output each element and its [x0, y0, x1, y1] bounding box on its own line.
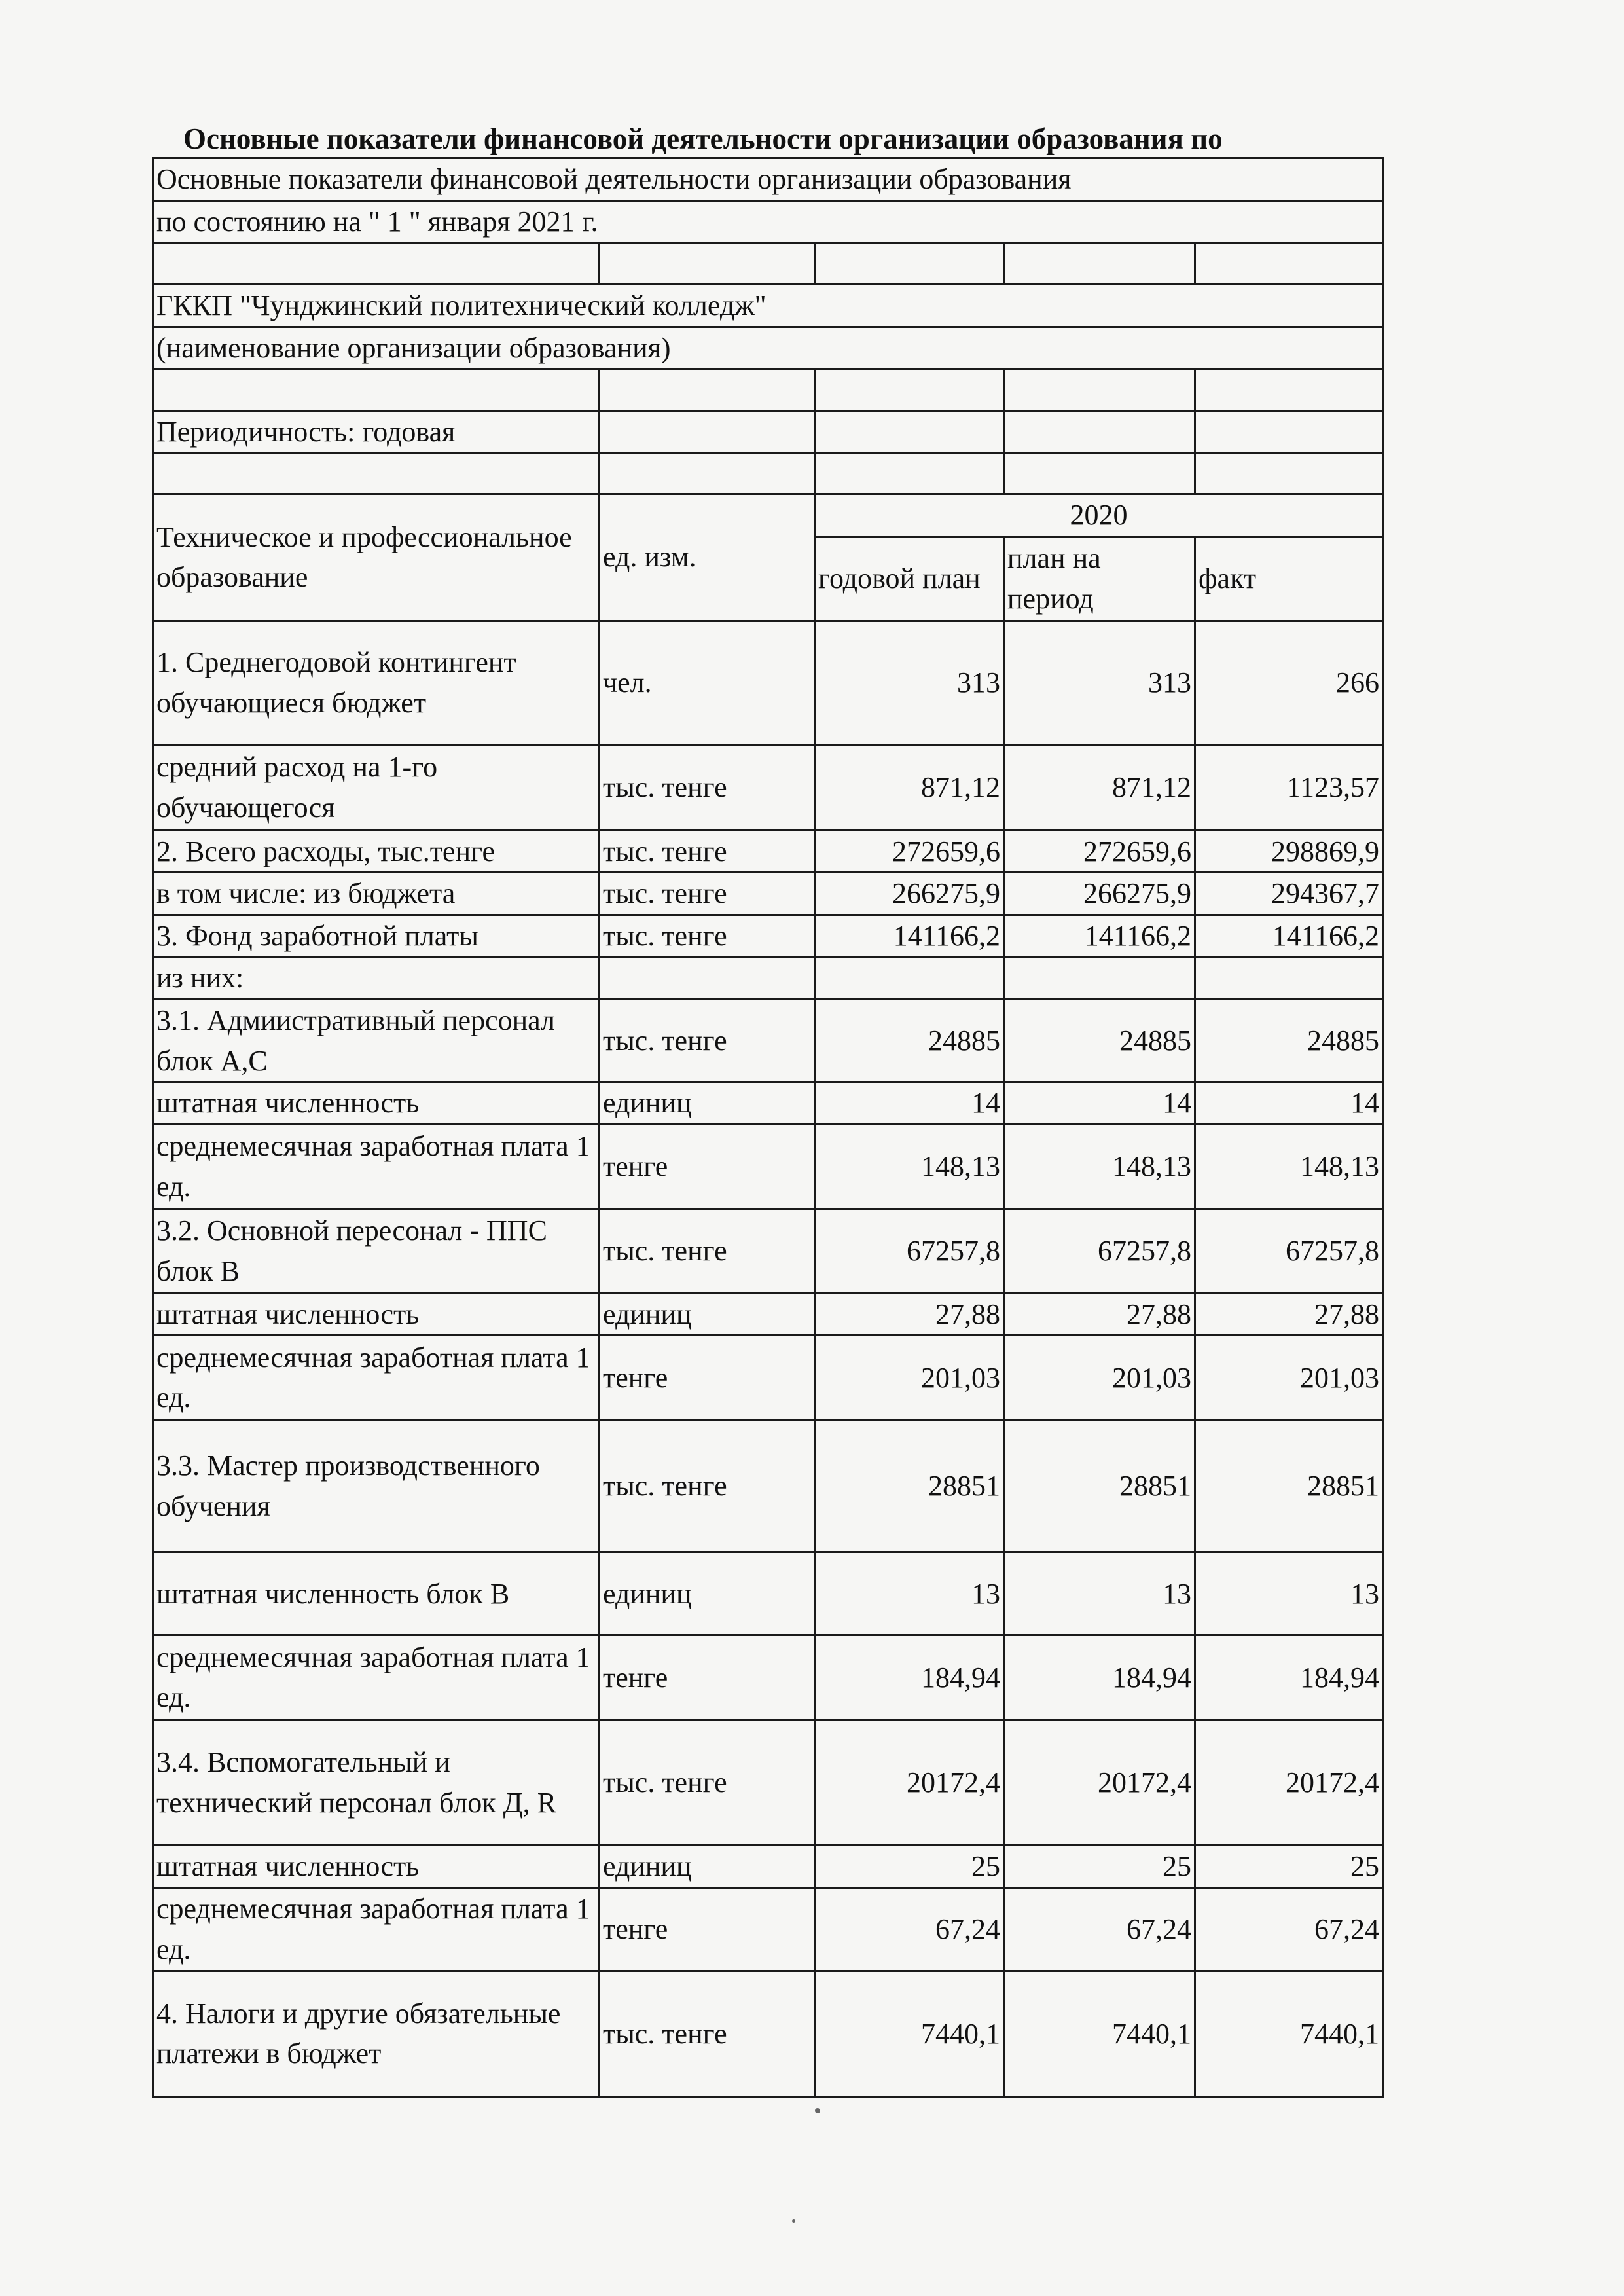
row-unit: единиц [600, 1293, 815, 1336]
row-annual-plan: 148,13 [815, 1124, 1004, 1209]
row-label: 3.3. Мастер производственного обучения [153, 1420, 600, 1552]
row-label: 2. Всего расходы, тыс.тенге [153, 830, 600, 873]
row-unit: тыс. тенге [600, 1209, 815, 1293]
row-period-plan: 201,03 [1004, 1336, 1195, 1420]
row-period-plan: 272659,6 [1004, 830, 1195, 873]
row-annual-plan: 7440,1 [815, 1971, 1004, 2096]
table-row [153, 621, 1383, 745]
row-annual-plan: 141166,2 [815, 915, 1004, 957]
row-fact: 20172,4 [1195, 1720, 1383, 1846]
report-date: по состоянию на " 1 " января 2021 г. [153, 200, 1383, 243]
row-period-plan: 148,13 [1004, 1124, 1195, 1209]
row-annual-plan [815, 957, 1004, 1000]
row-label: среднемесячная заработная плата 1 ед. [153, 1887, 600, 1971]
row-annual-plan: 25 [815, 1846, 1004, 1888]
column-header-fact: факт [1195, 536, 1383, 621]
row-annual-plan: 266275,9 [815, 873, 1004, 915]
column-header-category: Техническое и профессиональное образование [153, 494, 600, 621]
row-unit: тыс. тенге [600, 915, 815, 957]
organization-name: ГККП "Чунджинский политехнический колледж" [153, 285, 1383, 327]
row-label: средний расход на 1-го обучающегося [153, 745, 600, 830]
row-fact: 67,24 [1195, 1887, 1383, 1971]
row-unit: чел. [600, 621, 815, 745]
row-fact [1195, 957, 1383, 1000]
table-row [153, 1420, 1383, 1552]
row-annual-plan: 272659,6 [815, 830, 1004, 873]
table-row [153, 1552, 1383, 1635]
row-label: 3. Фонд заработной платы [153, 915, 600, 957]
blank-row [153, 243, 1383, 285]
row-annual-plan: 67257,8 [815, 1209, 1004, 1293]
table-row [153, 1846, 1383, 1888]
blank-row [153, 369, 1383, 411]
row-unit: единиц [600, 1082, 815, 1125]
row-label: 3.2. Основной пересонал - ППС блок В [153, 1209, 600, 1293]
row-period-plan: 24885 [1004, 999, 1195, 1082]
row-label: штатная численность блок В [153, 1552, 600, 1635]
row-label: штатная численность [153, 1082, 600, 1125]
row-annual-plan: 24885 [815, 999, 1004, 1082]
row-unit: единиц [600, 1552, 815, 1635]
row-unit [600, 957, 815, 1000]
org-name-row [153, 285, 1383, 327]
row-fact: 14 [1195, 1082, 1383, 1125]
table-row [153, 1720, 1383, 1846]
header-line-1-row [153, 158, 1383, 201]
row-annual-plan: 871,12 [815, 745, 1004, 830]
table-row [153, 1124, 1383, 1209]
row-label: в том числе: из бюджета [153, 873, 600, 915]
row-unit: тенге [600, 1887, 815, 1971]
table-row [153, 1971, 1383, 2096]
table-row [153, 745, 1383, 830]
scan-speck [815, 2108, 820, 2113]
table-row [153, 915, 1383, 957]
row-fact: 25 [1195, 1846, 1383, 1888]
row-period-plan: 184,94 [1004, 1635, 1195, 1720]
row-annual-plan: 14 [815, 1082, 1004, 1125]
org-caption-row [153, 327, 1383, 369]
row-label: 3.1. Адмиистративный персонал блок А,С [153, 999, 600, 1082]
row-fact: 184,94 [1195, 1635, 1383, 1720]
periodicity-row [153, 411, 1383, 454]
row-fact: 13 [1195, 1552, 1383, 1635]
column-header-year: 2020 [815, 494, 1383, 536]
row-fact: 201,03 [1195, 1336, 1383, 1420]
table-row [153, 1336, 1383, 1420]
blank-row [153, 453, 1383, 494]
table-row [153, 1635, 1383, 1720]
table-row [153, 830, 1383, 873]
row-period-plan: 20172,4 [1004, 1720, 1195, 1846]
row-fact: 27,88 [1195, 1293, 1383, 1336]
row-unit: тенге [600, 1635, 815, 1720]
row-period-plan: 7440,1 [1004, 1971, 1195, 2096]
row-fact: 148,13 [1195, 1124, 1383, 1209]
row-period-plan: 871,12 [1004, 745, 1195, 830]
row-unit: тыс. тенге [600, 1420, 815, 1552]
row-period-plan: 25 [1004, 1846, 1195, 1888]
row-label: штатная численность [153, 1846, 600, 1888]
row-annual-plan: 184,94 [815, 1635, 1004, 1720]
periodicity: Периодичность: годовая [153, 411, 600, 454]
organization-caption: (наименование организации образования) [153, 327, 1383, 369]
row-annual-plan: 20172,4 [815, 1720, 1004, 1846]
column-header-annual-plan: годовой план [815, 536, 1004, 621]
column-header-row [153, 494, 1383, 536]
row-unit: тыс. тенге [600, 830, 815, 873]
row-label: 4. Налоги и другие обязательные платежи в бюджет [153, 1971, 600, 2096]
scan-speck [792, 2219, 795, 2223]
table-row [153, 957, 1383, 1000]
column-header-period-plan: план на период [1004, 536, 1195, 621]
row-fact: 298869,9 [1195, 830, 1383, 873]
row-unit: тыс. тенге [600, 1720, 815, 1846]
row-annual-plan: 13 [815, 1552, 1004, 1635]
row-unit: тыс. тенге [600, 1971, 815, 2096]
table-row [153, 1209, 1383, 1293]
row-fact: 141166,2 [1195, 915, 1383, 957]
row-annual-plan: 28851 [815, 1420, 1004, 1552]
row-period-plan: 141166,2 [1004, 915, 1195, 957]
row-label: 1. Среднегодовой контингент обучающиеся бюджет [153, 621, 600, 745]
row-unit: тыс. тенге [600, 873, 815, 915]
row-period-plan: 14 [1004, 1082, 1195, 1125]
row-fact: 24885 [1195, 999, 1383, 1082]
table-row [153, 999, 1383, 1082]
table-row [153, 873, 1383, 915]
row-annual-plan: 27,88 [815, 1293, 1004, 1336]
row-fact: 1123,57 [1195, 745, 1383, 830]
row-annual-plan: 201,03 [815, 1336, 1004, 1420]
table-row [153, 1082, 1383, 1125]
row-period-plan [1004, 957, 1195, 1000]
row-unit: единиц [600, 1846, 815, 1888]
row-annual-plan: 67,24 [815, 1887, 1004, 1971]
row-fact: 7440,1 [1195, 1971, 1383, 2096]
row-period-plan: 27,88 [1004, 1293, 1195, 1336]
table-row [153, 1887, 1383, 1971]
row-period-plan: 28851 [1004, 1420, 1195, 1552]
row-fact: 294367,7 [1195, 873, 1383, 915]
table-row [153, 1293, 1383, 1336]
row-label: среднемесячная заработная плата 1 ед. [153, 1635, 600, 1720]
row-label: 3.4. Вспомогательный и технический персонал блок Д, R [153, 1720, 600, 1846]
row-unit: тенге [600, 1124, 815, 1209]
row-period-plan: 266275,9 [1004, 873, 1195, 915]
row-label: среднемесячная заработная плата 1 ед. [153, 1336, 600, 1420]
row-label: из них: [153, 957, 600, 1000]
row-unit: тыс. тенге [600, 745, 815, 830]
header-line-1: Основные показатели финансовой деятельности организации образования [153, 158, 1383, 201]
row-fact: 67257,8 [1195, 1209, 1383, 1293]
row-period-plan: 13 [1004, 1552, 1195, 1635]
row-fact: 266 [1195, 621, 1383, 745]
row-period-plan: 67257,8 [1004, 1209, 1195, 1293]
row-label: среднемесячная заработная плата 1 ед. [153, 1124, 600, 1209]
column-header-unit: ед. изм. [600, 494, 815, 621]
row-annual-plan: 313 [815, 621, 1004, 745]
document-title: Основные показатели финансовой деятельности организации образования по [183, 122, 1223, 155]
financial-indicators-table [152, 157, 1384, 2098]
row-unit: тыс. тенге [600, 999, 815, 1082]
header-line-2-row [153, 200, 1383, 243]
row-fact: 28851 [1195, 1420, 1383, 1552]
row-period-plan: 67,24 [1004, 1887, 1195, 1971]
row-period-plan: 313 [1004, 621, 1195, 745]
row-label: штатная численность [153, 1293, 600, 1336]
row-unit: тенге [600, 1336, 815, 1420]
